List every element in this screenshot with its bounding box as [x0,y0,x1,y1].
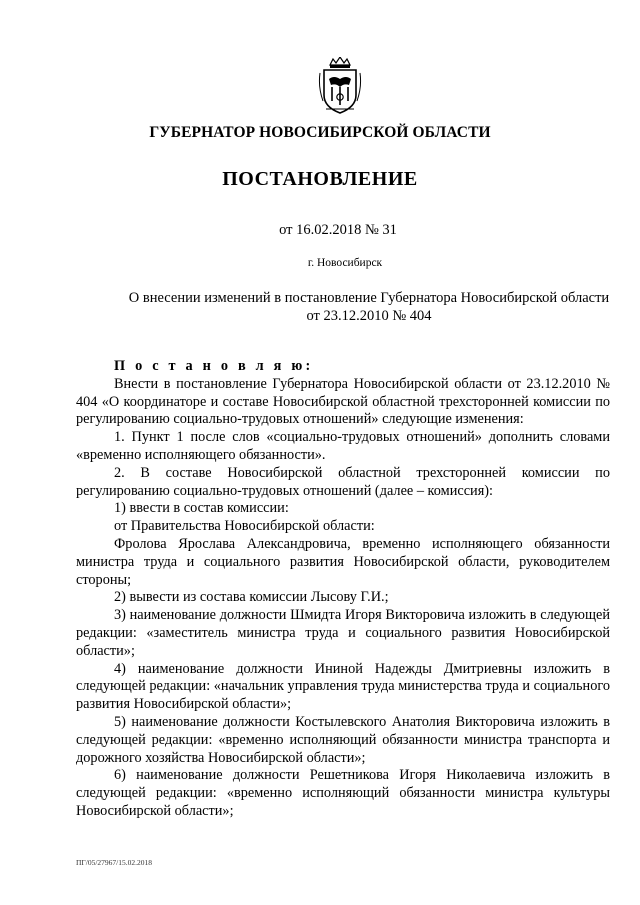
subject-line: О внесении изменений в постановление Губернатора Новосибирской области [128,290,610,306]
date-and-number: от 16.02.2018 № 31 [279,222,397,238]
body-paragraph: 2) вывести из состава комиссии Лысову Г.И.; [114,589,389,606]
body-paragraph: 5) наименование должности Костылевского Анатолия Викторовича изложить в следующей редакции: «временно исполняющий обязанности министра транспорта и дорожного хозяйства Новосибирской области»; [76,713,610,766]
body-paragraph: 3) наименование должности Шмидта Игоря Викторовича изложить в следующей редакции: «заместитель министра труда и социального развития Новосибирской области»; [76,607,610,659]
document-subject [60,289,640,325]
body-paragraph: 2. В составе Новосибирской областной трехсторонней комиссии по регулированию социально-трудовых отношений (далее – комиссия): [76,464,610,499]
subject-line: от 23.12.2010 № 404 [306,308,432,324]
decree-heading [76,358,610,376]
document-type-title: ПОСТАНОВЛЕНИЕ [222,168,418,190]
coat-of-arms-icon [318,57,362,115]
body-paragraph: Внести в постановление Губернатора Новосибирской области от 23.12.2010 № 404 «О координаторе и составе Новосибирской областной трехсторонней комиссии по регулированию социально-трудовых отношений» следующие изменения: [76,375,610,428]
decree-word: П о с т а н о в л я ю: [114,358,314,374]
body-paragraph: 1. Пункт 1 после слов «социально-трудовых отношений» дополнить словами «временно исполняющего обязанности». [76,429,610,463]
issuing-authority: ГУБЕРНАТОР НОВОСИБИРСКОЙ ОБЛАСТИ [149,124,491,141]
body-paragraph: от Правительства Новосибирской области: [114,518,375,535]
document-body [76,358,610,821]
body-paragraph: 1) ввести в состав комиссии: [114,500,289,517]
city-of-issue: г. Новосибирск [307,257,383,269]
body-paragraph: 4) наименование должности Ининой Надежды Дмитриевны изложить в следующей редакции: «начальник управления труда министерства труда и социального развития Новосибирской области»; [76,660,610,713]
body-paragraph: Фролова Ярослава Александровича, временно исполняющего обязанности министра труда и социального развития Новосибирской области, руководителем стороны; [76,535,610,588]
document-footer-code: ПГ/05/27967/15.02.2018 [76,858,153,867]
body-paragraph: 6) наименование должности Решетникова Игоря Николаевича изложить в следующей редакции: «временно исполняющий обязанности министра культуры Новосибирской области»; [76,767,610,819]
